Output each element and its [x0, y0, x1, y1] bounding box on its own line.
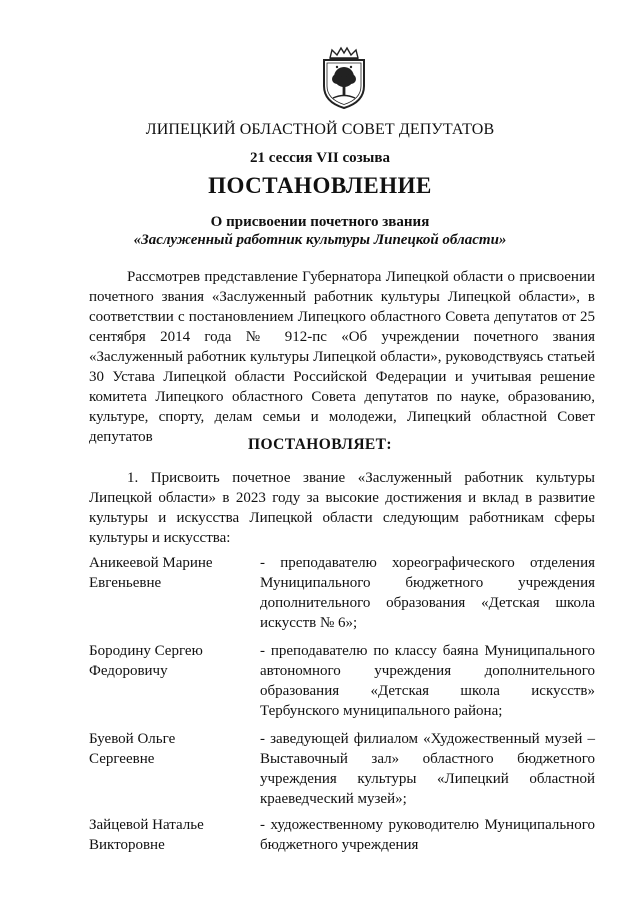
- awardee-name-line-2: Сергеевне: [89, 751, 155, 767]
- awardee-description: - художественному руководителю Муниципального бюджетного учреждения: [260, 817, 595, 853]
- awardee-name-line-1: Зайцевой Наталье: [89, 817, 204, 833]
- subject-line-1: О присвоении почетного звания: [210, 214, 430, 230]
- document-type-title: ПОСТАНОВЛЕНИЕ: [208, 173, 432, 198]
- lipetsk-coat-of-arms-icon: [316, 46, 372, 110]
- awardee-name-line-2: Викторовне: [89, 837, 165, 853]
- council-name: ЛИПЕЦКИЙ ОБЛАСТНОЙ СОВЕТ ДЕПУТАТОВ: [145, 121, 495, 138]
- awardee-description: - преподавателю хореографического отделения Муниципального бюджетного учреждения дополнительного образования «Детская школа искусств № 6»;: [260, 555, 595, 631]
- awardee-name-line-2: Евгеньевне: [89, 575, 162, 591]
- session-number: 21 сессия VII созыва: [249, 150, 390, 166]
- awardee-name: [89, 729, 239, 769]
- awardee-name-line-1: Буевой Ольге: [89, 731, 176, 747]
- resolves-heading: ПОСТАНОВЛЯЕТ:: [248, 436, 392, 453]
- awardee-name-line-1: Бородину Сергею: [89, 643, 203, 659]
- awardee-description: - преподавателю по классу баяна Муниципального автономного учреждения дополнительного образования «Детская школа искусств» Тербунского муниципального района;: [260, 643, 595, 719]
- document-subject: [0, 213, 640, 249]
- awardee-name-line-2: Федоровичу: [89, 663, 168, 679]
- preamble-paragraph: Рассмотрев представление Губернатора Липецкой области о присвоении почетного звания «Заслуженный работник культуры Липецкой области», в соответствии с постановлением Липецкого областного Совета депутатов от 25 сентября 2014 года № 912-пс «Об учреждении почетного звания «Заслуженный работник культуры Липецкой области», руководствуясь статьей 30 Устава Липецкой области Российской Федерации и учитывая решение комитета Липецкого областного Совета депутатов по науке, образованию, культуре, спорту, делам семьи и молодежи, Липецкий областной Совет депутатов: [89, 269, 595, 445]
- awardee-name: [89, 815, 239, 855]
- awardee-name: [89, 553, 239, 593]
- awardee-name: [89, 641, 239, 681]
- awardee-description: - заведующей филиалом «Художественный музей – Выставочный зал» областного бюджетного учреждения культуры «Липецкий областной краеведческий музей»;: [260, 731, 595, 807]
- subject-line-2: «Заслуженный работник культуры Липецкой области»: [133, 232, 507, 248]
- resolution-item-1: 1. Присвоить почетное звание «Заслуженный работник культуры Липецкой области» в 2023 году за высокие достижения и вклад в развитие культуры и искусства Липецкой области следующим работникам сферы культуры и искусства:: [89, 470, 595, 546]
- awardee-name-line-1: Аникеевой Марине: [89, 555, 213, 571]
